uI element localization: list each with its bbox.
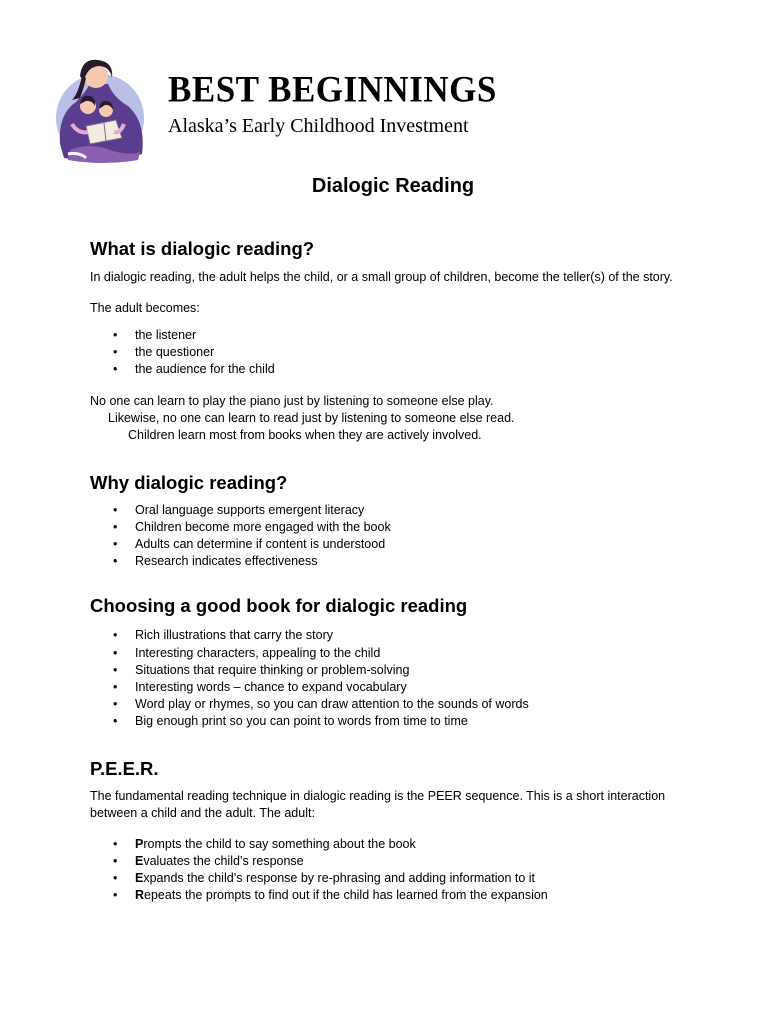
adult-roles-list	[90, 327, 690, 379]
brand-tagline: Alaska’s Early Childhood Investment	[168, 115, 469, 137]
page-title: Dialogic Reading	[311, 175, 475, 197]
adult-becomes-label: The adult becomes:	[90, 301, 200, 315]
document-body	[90, 236, 690, 904]
brand-header	[168, 66, 497, 138]
list-item: • the listener	[90, 327, 690, 344]
list-item: • Rich illustrations that carry the story	[90, 627, 690, 644]
section-heading-choosing: Choosing a good book for dialogic reading	[90, 595, 468, 617]
peer-list	[90, 836, 690, 905]
peer-letter: R	[135, 888, 145, 903]
section-heading-what: What is dialogic reading?	[90, 238, 315, 259]
list-item: • Adults can determine if content is understood	[90, 536, 690, 553]
list-item: • Interesting characters, appealing to the child	[90, 645, 690, 662]
peer-text: xpands the child’s response by re-phrasing and adding information to it	[143, 871, 536, 886]
brand-name: BEST BEGINNINGS	[168, 69, 497, 111]
list-item	[90, 836, 690, 853]
peer-letter: P	[135, 836, 144, 851]
list-item: • the audience for the child	[90, 361, 690, 378]
section-heading-why: Why dialogic reading?	[90, 471, 288, 493]
analogy-line: No one can learn to play the piano just by listening to someone else play.	[90, 393, 494, 408]
mother-reading-to-children-illustration-icon	[50, 54, 150, 166]
list-item	[90, 853, 690, 870]
peer-text: rompts the child to say something about the book	[143, 836, 416, 851]
section-heading-peer: P.E.E.R.	[90, 757, 159, 779]
peer-letter: E	[135, 853, 144, 868]
list-item	[90, 887, 690, 904]
what-intro: In dialogic reading, the adult helps the child, or a small group of children, become the teller(s) of the story.	[90, 270, 673, 284]
peer-text: epeats the prompts to find out if the child has learned from the expansion	[144, 888, 548, 903]
list-item: • Big enough print so you can point to words from time to time	[90, 713, 690, 730]
list-item: • Oral language supports emergent literacy	[90, 502, 690, 519]
peer-text: valuates the child’s response	[143, 853, 304, 868]
peer-intro: The fundamental reading technique in dialogic reading is the PEER sequence. This is a short interaction between a child and the adult. The adult:	[90, 788, 666, 820]
list-item: • Research indicates effectiveness	[90, 553, 690, 570]
choosing-list	[90, 627, 690, 730]
analogy-line: Likewise, no one can learn to read just by listening to someone else read.	[108, 410, 515, 425]
why-list	[90, 502, 690, 571]
list-item: • the questioner	[90, 344, 690, 361]
list-item	[90, 870, 690, 887]
list-item: • Interesting words – chance to expand vocabulary	[90, 679, 690, 696]
analogy-block	[90, 393, 690, 444]
list-item: • Situations that require thinking or problem-solving	[90, 662, 690, 679]
analogy-line: Children learn most from books when they are actively involved.	[128, 427, 482, 442]
peer-letter: E	[135, 871, 144, 886]
list-item: • Children become more engaged with the book	[90, 519, 690, 536]
list-item: • Word play or rhymes, so you can draw attention to the sounds of words	[90, 696, 690, 713]
